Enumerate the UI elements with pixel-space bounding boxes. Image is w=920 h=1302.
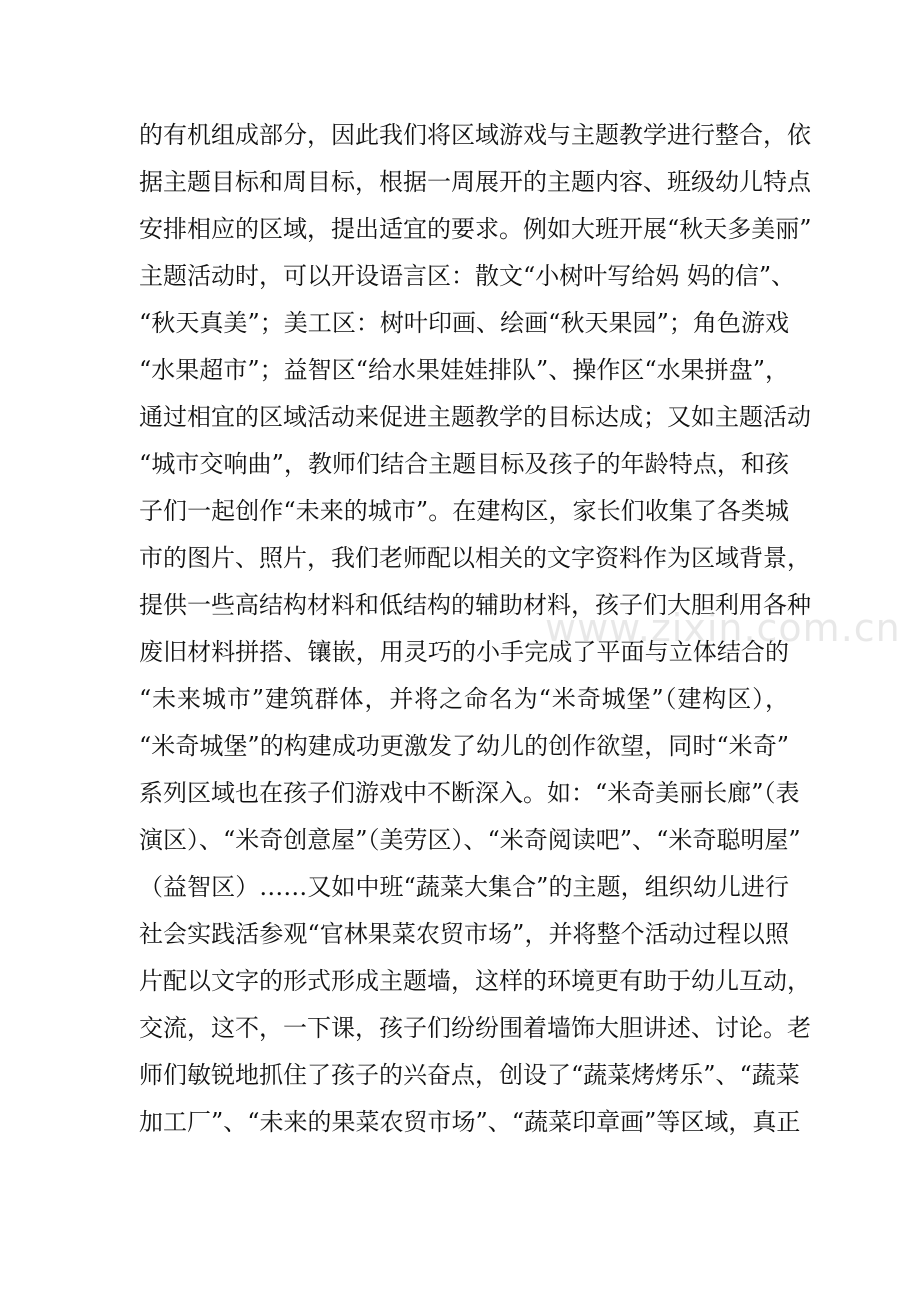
- text-line: 的有机组成部分，因此我们将区域游戏与主题教学进行整合，依: [139, 121, 811, 149]
- text-line: “水果超市”；益智区“给水果娃娃排队”、操作区“水果拼盘”，: [139, 356, 789, 384]
- text-line: 系列区域也在孩子们游戏中不断深入。如：“米奇美丽长廊”（表: [139, 779, 800, 807]
- text-line: 提供一些高结构材料和低结构的辅助材料，孩子们大胆利用各种: [139, 591, 811, 619]
- text-line: 加工厂”、“未来的果菜农贸市场”、“蔬菜印章画”等区域，真正: [139, 1108, 801, 1136]
- body-text: [139, 112, 812, 1146]
- text-line: “未来城市”建筑群体，并将之命名为“米奇城堡”（建构区），: [139, 685, 789, 713]
- text-line: “秋天真美”；美工区：树叶印画、绘画“秋天果园”；角色游戏: [139, 309, 789, 337]
- text-line: 市的图片、照片，我们老师配以相关的文字资料作为区域背景，: [139, 544, 811, 572]
- text-line: 通过相宜的区域活动来促进主题教学的目标达成；又如主题活动: [139, 403, 811, 431]
- text-line: 演区）、“米奇创意屋”（美劳区）、“米奇阅读吧”、“米奇聪明屋”: [139, 826, 801, 854]
- text-line: 师们敏锐地抓住了孩子的兴奋点，创设了“蔬菜烤烤乐”、“蔬菜: [139, 1061, 800, 1089]
- text-line: 主题活动时，可以开设语言区：散文“小树叶写给妈 妈的信”、: [139, 262, 796, 290]
- text-line: “米奇城堡”的构建成功更激发了幼儿的创作欲望，同时“米奇”: [139, 732, 789, 760]
- text-line: 据主题目标和周目标，根据一周展开的主题内容、班级幼儿特点: [139, 168, 811, 196]
- watermark: www.zixin.com.cn: [545, 606, 901, 650]
- text-line: 社会实践活参观“官林果菜农贸市场”，并将整个活动过程以照: [139, 920, 789, 948]
- text-line: 子们一起创作“未来的城市”。在建构区，家长们收集了各类城: [139, 497, 789, 525]
- text-line: 交流，这不，一下课，孩子们纷纷围着墙饰大胆讲述、讨论。老: [139, 1014, 811, 1042]
- text-line: “城市交响曲”，教师们结合主题目标及孩子的年龄特点，和孩: [139, 450, 789, 478]
- text-line: 废旧材料拼搭、镶嵌，用灵巧的小手完成了平面与立体结合的: [139, 638, 789, 666]
- text-line: 安排相应的区域，提出适宜的要求。例如大班开展“秋天多美丽”: [139, 215, 812, 243]
- text-line: 片配以文字的形式形成主题墙，这样的环境更有助于幼儿互动，: [139, 967, 811, 995]
- text-line: （益智区）……又如中班“蔬菜大集合”的主题，组织幼儿进行: [139, 873, 789, 901]
